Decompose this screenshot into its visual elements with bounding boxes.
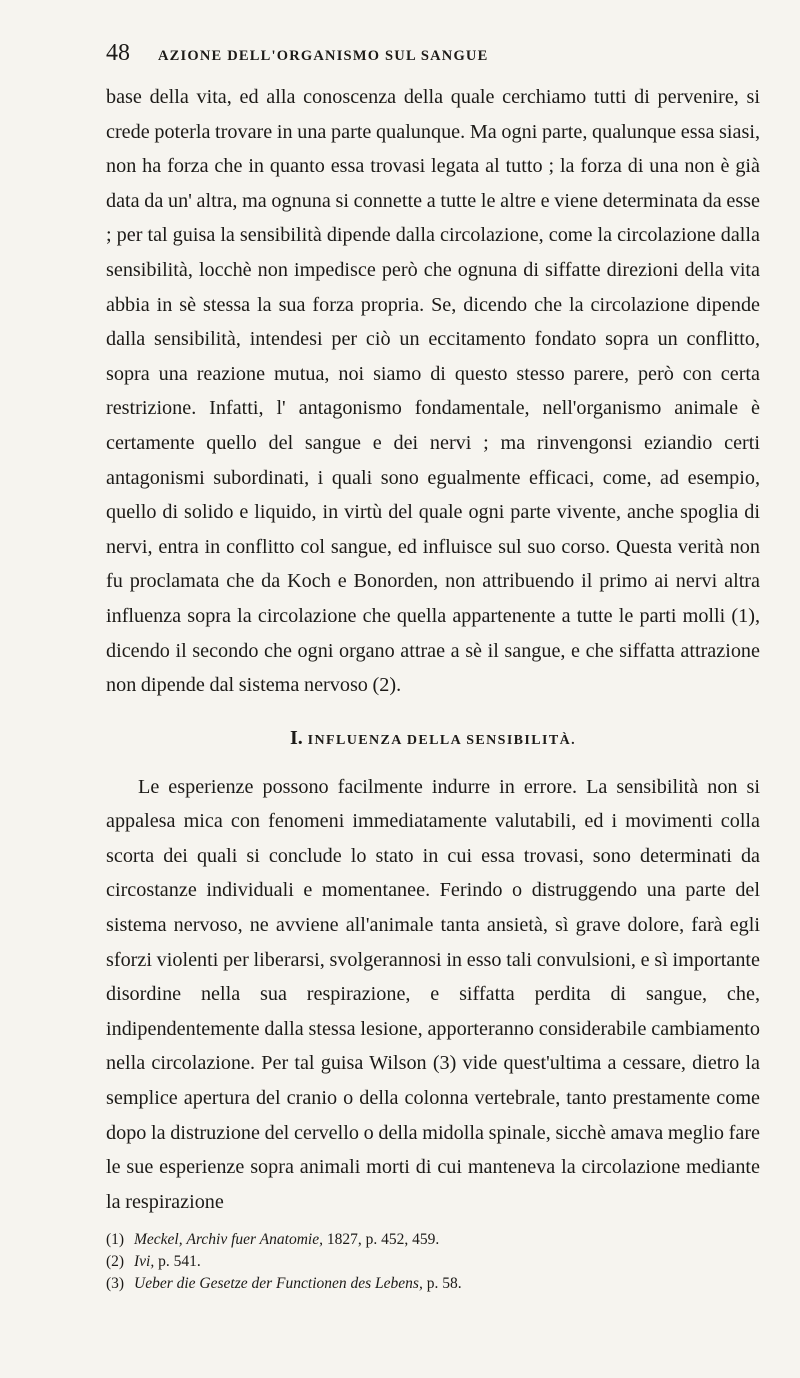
section-title: INFLUENZA DELLA SENSIBILITÀ. <box>307 732 577 748</box>
footnote-mark: (1) <box>106 1231 125 1249</box>
running-title: AZIONE DELL'ORGANISMO SUL SANGUE <box>158 48 489 64</box>
footnote-mark: (3) <box>106 1275 125 1293</box>
paragraph-continuation: base della vita, ed alla conoscenza della quale cerchiamo tutti di pervenire, si crede poterla trovare in una parte qualunque. Ma ogni parte, qualunque essa siasi, non ha forza che in quanto essa trovasi legata al tutto ; la forza di una non è già data da un' altra, ma ognuna si connette a tutte le altre e viene determinata da esse ; per tal guisa la sensibilità dipende dalla circolazione, come la circolazione dalla sensibilità, locchè non impedisce però che ognuna di siffatte direzioni della vita abbia in sè stessa la sua forza propria. Se, dicendo che la circolazione dipende dalla sensibilità, intendesi per ciò un eccitamento fondato sopra un conflitto, sopra una reazione mutua, noi siamo di questo stesso parere, però con certa restrizione. Infatti, l' antagonismo fondamentale, nell'organismo animale è certamente quello del sangue e dei nervi ; ma rinvengonsi eziandio certi antagonismi subordinati, i quali sono egualmente efficaci, come, ad esempio, quello di solido e liquido, in virtù del quale ogni parte vivente, anche spoglia di nervi, entra in conflitto col sangue, ed influisce sul suo corso. Questa verità non fu proclamata che da Koch e Bonorden, non attribuendo il primo ai nervi altra influenza sopra la circolazione che quella appartenente a tutte le parti molli (1), dicendo il secondo che ogni organo attrae a sè il sangue, e che siffatta attrazione non dipende dal sistema nervoso (2). <box>106 86 760 697</box>
footnote-3 <box>106 1273 760 1295</box>
footnote-details: p. 58. <box>426 1275 462 1293</box>
footnote-author: Ivi, <box>134 1253 155 1271</box>
footnote-work: Archiv fuer Anatomie, <box>186 1231 323 1249</box>
footnote-2 <box>106 1251 760 1273</box>
paragraph-section-one: Le esperienze possono facilmente indurre in errore. La sensibilità non si appalesa mica con fenomeni immediatamente valutabili, ed i movimenti colla scorta dei quali si conclude lo stato in cui essa trovasi, sono determinati da circostanze individuali e momentanee. Ferindo o distruggendo una parte del sistema nervoso, ne avviene all'animale tanta ansietà, sì grave dolore, farà egli sforzi violenti per liberarsi, svolgerannosi in esso tali convulsioni, e sì importante disordine nella sua respirazione, e siffatta perdita di sangue, che, indipendentemente dalla stessa lesione, apporteranno considerabile cambiamento nella circolazione. Per tal guisa Wilson (3) vide quest'ultima a cessare, dietro la semplice apertura del cranio o della colonna vertebrale, tanto prestamente come dopo la distruzione del cervello o della midolla spinale, sicchè amava meglio fare le sue esperienze sopra animali morti di cui manteneva la circolazione mediante la respirazione <box>106 775 760 1213</box>
footnotes <box>106 1229 760 1295</box>
footnote-author: Meckel, <box>134 1231 183 1249</box>
footnote-details: p. 541. <box>158 1253 201 1271</box>
page-number: 48 <box>106 40 130 66</box>
section-number: I. <box>289 726 303 749</box>
footnote-work: Ueber die Gesetze der Functionen des Lebens, <box>134 1275 423 1293</box>
page-header <box>106 40 760 76</box>
footnote-1 <box>106 1229 760 1251</box>
section-heading <box>106 727 760 750</box>
footnote-details: 1827, p. 452, 459. <box>326 1231 440 1249</box>
footnote-mark: (2) <box>106 1253 125 1271</box>
